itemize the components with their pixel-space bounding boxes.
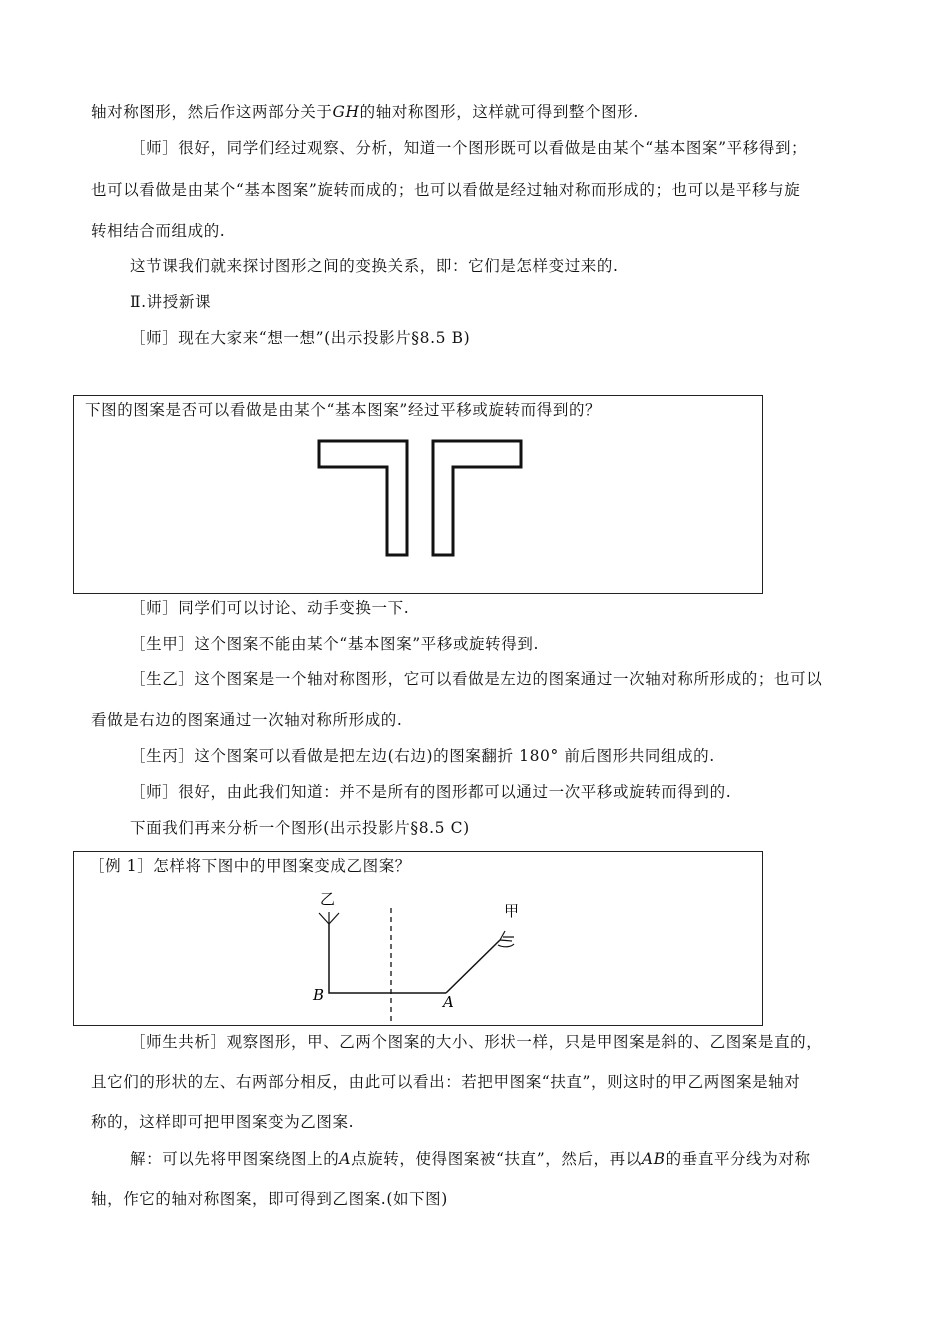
teacher-discuss: ［师］同学们可以讨论、动手变换一下. [130,599,410,617]
pattern-yi-path [329,924,446,993]
section-heading-new-lesson: Ⅱ.讲授新课 [130,293,212,311]
student-b-answer-line1: ［生乙］这个图案是一个轴对称图形，它可以看做是左边的图案通过一次轴对称所形成的；也可以 [130,670,823,688]
variable-ab: AB [641,1150,666,1168]
label-yi: 乙 [320,890,336,908]
student-b-answer-line2: 看做是右边的图案通过一次轴对称所形成的. [91,711,403,729]
rotation-figure [74,852,762,1025]
left-l-shape [319,441,407,555]
student-c-answer: ［生丙］这个图案可以看做是把左边(右边)的图案翻折 180° 前后图形共同组成的. [130,747,715,765]
teacher-conclusion: ［师］很好，由此我们知道：并不是所有的图形都可以通过一次平移或旋转而得到的. [130,783,732,801]
text-segment: 轴对称图形，然后作这两部分关于 [91,103,333,121]
variable-gh: GH [332,103,360,121]
t-shapes-figure [74,396,762,593]
solution-line2: 轴，作它的轴对称图案，即可得到乙图案.(如下图) [91,1190,448,1208]
variable-a: A [339,1150,352,1168]
pattern-jia-path [446,940,500,993]
teacher-remark-line3: 转相结合而组成的. [91,222,226,240]
teacher-remark-line2: 也可以看做是由某个“基本图案”旋转而成的；也可以看做是经过轴对称而形成的；也可以是平移与旋 [91,181,801,199]
projection-slide-b [73,395,763,594]
pattern-yi-branch [329,913,339,924]
joint-analysis-line3: 称的，这样即可把甲图案变为乙图案. [91,1113,355,1131]
teacher-think-prompt: ［师］现在大家来“想一想”(出示投影片§8.5 B) [130,329,471,347]
label-point-b: B [313,986,325,1004]
next-analysis-intro: 下面我们再来分析一个图形(出示投影片§8.5 C) [130,819,470,837]
pattern-yi-branch [319,913,329,924]
right-l-shape [433,441,521,555]
joint-analysis-line1: ［师生共析］观察图形，甲、乙两个图案的大小、形状一样，只是甲图案是斜的、乙图案是直的， [130,1033,823,1051]
label-jia: 甲 [504,902,520,920]
pattern-jia-branch [498,931,514,947]
example-1-title: ［例 1］怎样将下图中的甲图案变成乙图案？ [89,857,411,875]
text-segment: 解：可以先将甲图案绕图上的 [130,1150,340,1168]
student-a-answer: ［生甲］这个图案不能由某个“基本图案”平移或旋转得到. [130,635,539,653]
solution-line1 [130,1149,811,1169]
text-segment: 的垂直平分线为对称 [665,1150,811,1168]
text-segment: 的轴对称图形，这样就可得到整个图形. [359,103,639,121]
joint-analysis-line2: 且它们的形状的左、右两部分相反，由此可以看出：若把甲图案“扶直”，则这时的甲乙两图案是轴对 [91,1073,801,1091]
label-point-a: A [443,993,454,1011]
lesson-intro: 这节课我们就来探讨图形之间的变换关系，即：它们是怎样变过来的. [130,257,619,275]
text-segment: 点旋转，使得图案被“扶直”，然后，再以 [351,1150,642,1168]
projection-slide-c [73,851,763,1026]
paragraph-gh-symmetry [91,102,639,122]
teacher-remark-line1: ［师］很好，同学们经过观察、分析，知道一个图形既可以看做是由某个“基本图案”平移得到； [130,139,808,157]
slide-b-question: 下图的图案是否可以看做是由某个“基本图案”经过平移或旋转而得到的？ [85,401,602,419]
